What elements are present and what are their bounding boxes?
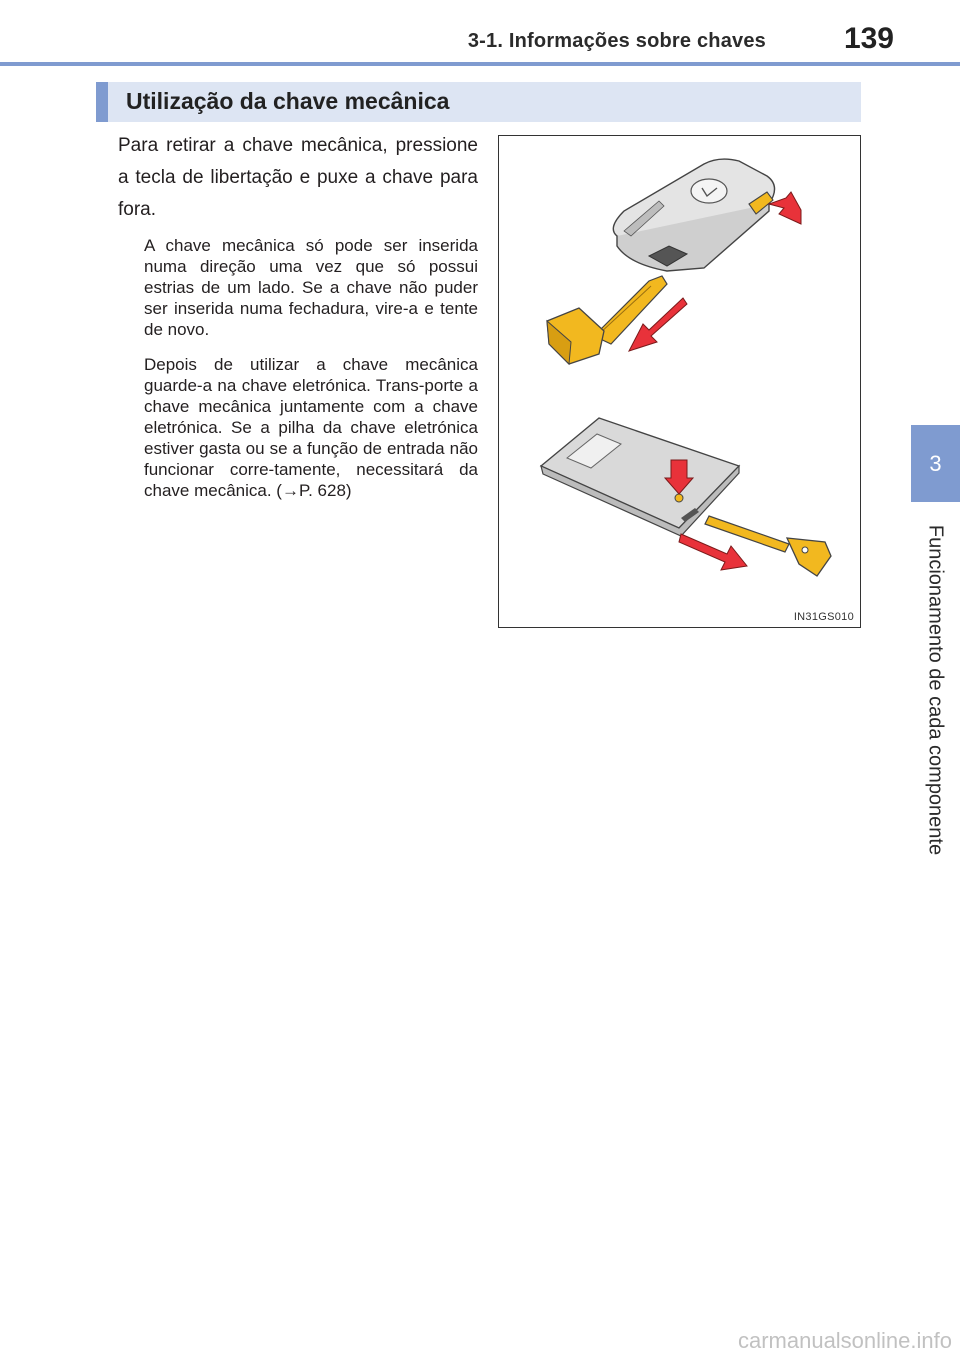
mechanical-key-image <box>547 276 667 364</box>
section-heading-bar <box>96 82 861 122</box>
key-illustration-drawing <box>499 136 862 629</box>
chapter-tab: 3 <box>911 425 960 502</box>
running-header: 3-1. Informações sobre chaves <box>467 30 766 52</box>
lexus-logo-icon <box>691 179 727 203</box>
note-paragraph: A chave mecânica só pode ser inserida numa direção uma vez que só possui estrias de um lado. Se a chave não puder ser inserida numa fechadura, vire-a e tente de novo. <box>144 236 478 339</box>
figure-code: IN31GS010 <box>793 611 854 623</box>
release-button <box>675 494 683 502</box>
note-paragraph: Depois de utilizar a chave mecânica guarde-a na chave eletrónica. Trans-porte a chave mecânica juntamente com a chave eletrónica. Se a pilha da chave eletrónica estiver gasta ou se a função de entrada não funcionar corre-tamente, necessitará da chave mecânica. (→P. 628) <box>144 355 478 500</box>
intro-paragraph: Para retirar a chave mecânica, pressione a tecla de libertação e puxe a chave para fora. <box>118 135 478 220</box>
key-illustration <box>498 135 861 628</box>
red-arrow-icon <box>679 534 747 570</box>
page-number: 139 <box>843 22 894 55</box>
section-title: Utilização da chave mecânica <box>126 88 450 114</box>
header-rule <box>0 62 960 66</box>
red-arrow-icon <box>769 192 801 224</box>
chapter-title: Funcionamento de cada componente <box>924 524 947 856</box>
smart-key-fob-image <box>613 159 774 271</box>
watermark: carmanualsonline.info <box>737 1328 952 1353</box>
